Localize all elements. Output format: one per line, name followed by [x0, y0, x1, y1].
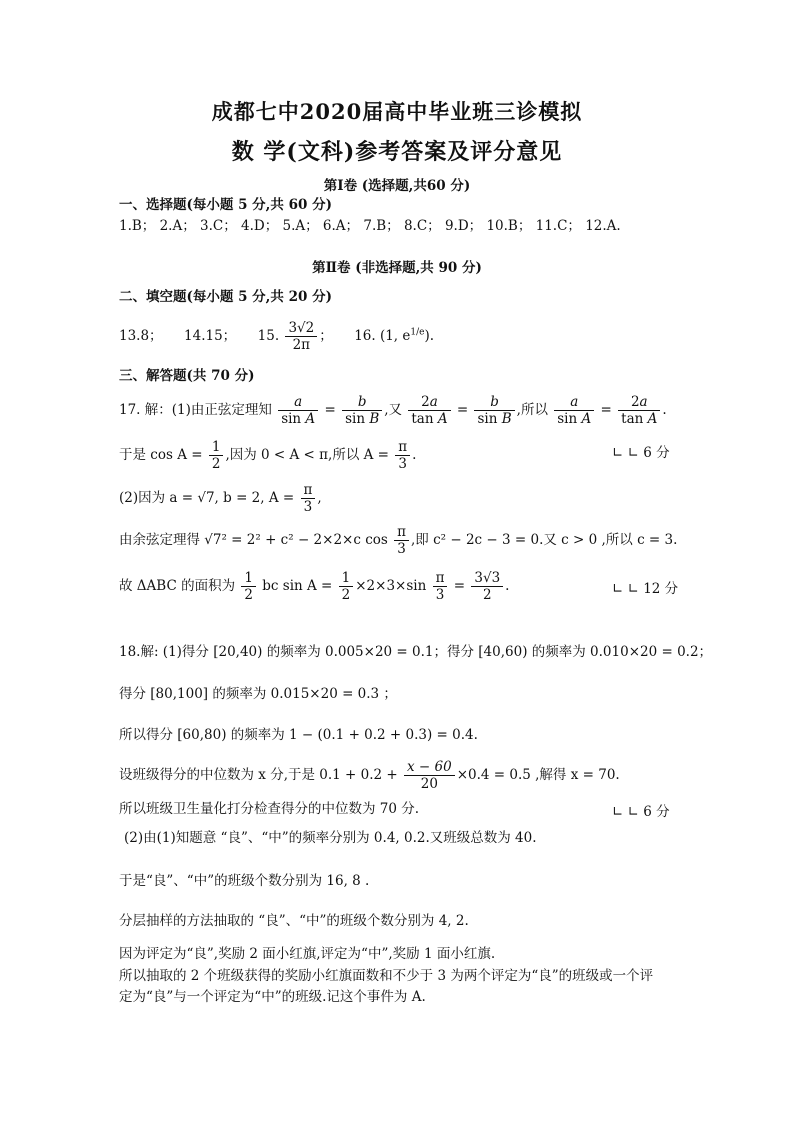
q18-line4: [119, 759, 620, 792]
choice-answers: 1.B； 2.A； 3.C； 4.D； 5.A； 6.A； 7.B； 8.C； 9.D； 10.B； 11.C； 12.A.: [119, 218, 621, 234]
q17-score-2: ∟ ∟ 12 分: [612, 581, 679, 597]
q18-line10: 所以抽取的 2 个班级获得的奖励小红旗面数和不少于 3 为两个评定为“良”的班级或一个评: [119, 968, 654, 984]
fraction-a-over-sinA: $\frac{a}{\text{sin A}}$: [278, 394, 318, 427]
q18-line1: 18.解: (1)得分 [20,40) 的频率为 0.005×20 = 0.1；得分 [40,60) 的频率为 0.010×20 = 0.2；: [119, 644, 713, 660]
fraction-numerator: 3√2: [285, 320, 317, 337]
fill-answers: 13.8； 14.15； 15. $\frac{3√2}{2\pi}$ ； 16. (1, $e^{1/e}$).: [119, 320, 435, 353]
fraction-2a-over-tanA: $\frac{2a}{\text{tan A}}$: [408, 394, 450, 427]
page-subtitle: 数 学(文科)参考答案及评分意见: [231, 139, 563, 165]
q17-line5-text: 故 ΔABC 的面积为: [119, 578, 236, 594]
fill-answer-16: 16. (1, e: [354, 328, 411, 344]
q17-line2: 于是 cos A = $\frac{1}{2}$ ,因为 0 < A < π,所以 A = $\frac{\pi}{3}$ .: [119, 439, 417, 472]
q18-line2: 得分 [80,100] 的频率为 0.015×20 = 0.3 ；: [119, 686, 397, 702]
fraction-numerator: x − 60: [404, 759, 455, 776]
q17-line2-text-b: ,因为 0 < A < π,所以 A =: [225, 447, 389, 463]
fill-answer-16-exponent: 1/e: [410, 327, 425, 338]
fraction-one-half-b: $\frac{1}{2}$: [241, 570, 256, 603]
q17-line5-text-b: bc sin A =: [262, 578, 333, 594]
q18-line8: 分层抽样的方法抽取的 “良”、“中”的班级个数分别为 4, 2.: [119, 913, 469, 929]
q17-line5: 故 ΔABC 的面积为 $\frac{1}{2}$ bc sin A = $\frac{1}{2}$ ×2×3×sin $\frac{\pi}{3}$ = $\frac{3√3}{2}$ .: [119, 570, 510, 603]
fraction-x-minus-60-over-20: [404, 759, 455, 792]
fraction-b-over-sinB: $\frac{b}{\text{sin B}}$: [342, 394, 382, 427]
q17-line1-text-b: ,又: [384, 402, 403, 418]
q17-line3: (2)因为 a = √7, b = 2, A = $\frac{\pi}{3}$ ,: [119, 482, 322, 515]
q18-line4-text: 设班级得分的中位数为 x 分,于是 0.1 + 0.2 +: [119, 767, 398, 783]
fraction-b-over-sinB-2: $\frac{b}{\text{sin B}}$: [474, 394, 514, 427]
q17-line1-text-c: ,所以: [516, 402, 548, 418]
q17-line4: [119, 524, 677, 557]
fill-answer-16-end: ).: [424, 328, 435, 344]
fill-answer-14: 14.15；: [184, 328, 237, 344]
fraction-a-over-sinA-2: $\frac{a}{\text{sin A}}$: [554, 394, 594, 427]
fraction-one-half-c: $\frac{1}{2}$: [339, 570, 354, 603]
page-title: 成都七中2020届高中毕业班三诊模拟: [211, 99, 583, 124]
q18-line6: (2)由(1)知题意 “良”、“中”的频率分别为 0.4, 0.2.又班级总数为 40.: [124, 830, 537, 846]
fraction-pi-over-3-d: $\frac{\pi}{3}$: [433, 570, 448, 603]
q18-line7: 于是“良”、“中”的班级个数分别为 16, 8 .: [119, 873, 370, 889]
fraction-one-half: $\frac{1}{2}$: [209, 439, 224, 472]
volume1-title: 第Ⅰ卷 (选择题,共60 分): [323, 178, 471, 194]
q17-line5-text-c: ×2×3×sin: [355, 578, 427, 594]
fraction-area-result: $\frac{3√3}{2}$: [471, 570, 503, 603]
q17-line4-text: 由余弦定理得 √7² = 2² + c² − 2×2×c cos: [119, 532, 388, 548]
q18-line3: 所以得分 [60,80) 的频率为 1 − (0.1 + 0.2 + 0.3) = 0.4.: [119, 727, 478, 743]
q17-score-1: ∟ ∟ 6 分: [612, 445, 670, 461]
fraction-denominator: 20: [420, 776, 438, 792]
q18-line4-text-b: ×0.4 = 0.5 ,解得 x = 70.: [456, 767, 620, 783]
fraction-2a-over-tanA-2: $\frac{2a}{\text{tan A}}$: [618, 394, 660, 427]
q18-score-1: ∟ ∟ 6 分: [612, 804, 670, 820]
fill-answer-15-fraction: [285, 320, 317, 353]
q18-line9: 因为评定为“良”,奖励 2 面小红旗,评定为“中”,奖励 1 面小红旗.: [119, 946, 496, 962]
fill-answer-15-prefix: 15.: [257, 328, 280, 344]
fraction-pi-over-3: $\frac{\pi}{3}$: [395, 439, 410, 472]
choice-section-title: 一、选择题(每小题 5 分,共 60 分): [119, 197, 332, 213]
q17-line4-text-b: ,即 c² − 2c − 3 = 0.又 c > 0 ,所以 c = 3.: [411, 532, 678, 548]
fraction-pi-over-3-c: $\frac{\pi}{3}$: [394, 524, 409, 557]
volume2-title: 第Ⅱ卷 (非选择题,共 90 分): [312, 260, 482, 276]
fraction-pi-over-3-b: $\frac{\pi}{3}$: [301, 482, 316, 515]
fill-answer-13: 13.8；: [119, 328, 163, 344]
solve-section-title: 三、解答题(共 70 分): [119, 368, 255, 384]
q17-line3-text: (2)因为 a = √7, b = 2, A =: [119, 490, 295, 506]
q18-line11: 定为“良”与一个评定为“中”的班级.记这个事件为 A.: [119, 989, 426, 1005]
fill-section-title: 二、填空题(每小题 5 分,共 20 分): [119, 289, 332, 305]
q17-line2-text: 于是 cos A =: [119, 447, 203, 463]
fraction-denominator: 2π: [292, 337, 311, 353]
q17-line1-text: 17. 解：(1)由正弦定理知: [119, 402, 272, 418]
q18-line5: 所以班级卫生量化打分检查得分的中位数为 70 分.: [119, 801, 420, 817]
q17-line1: 17. 解：(1)由正弦定理知 $\frac{a}{\text{sin A}}$ = $\frac{b}{\text{sin B}}$ ,又 $\frac{2a}{\text{tan A}}$ = $\frac{b}{\text{sin B}}$ ,所以 $\frac{a}{\text{sin A}}$ = $\frac{2a}{\text{tan A}}$ .: [119, 394, 667, 427]
